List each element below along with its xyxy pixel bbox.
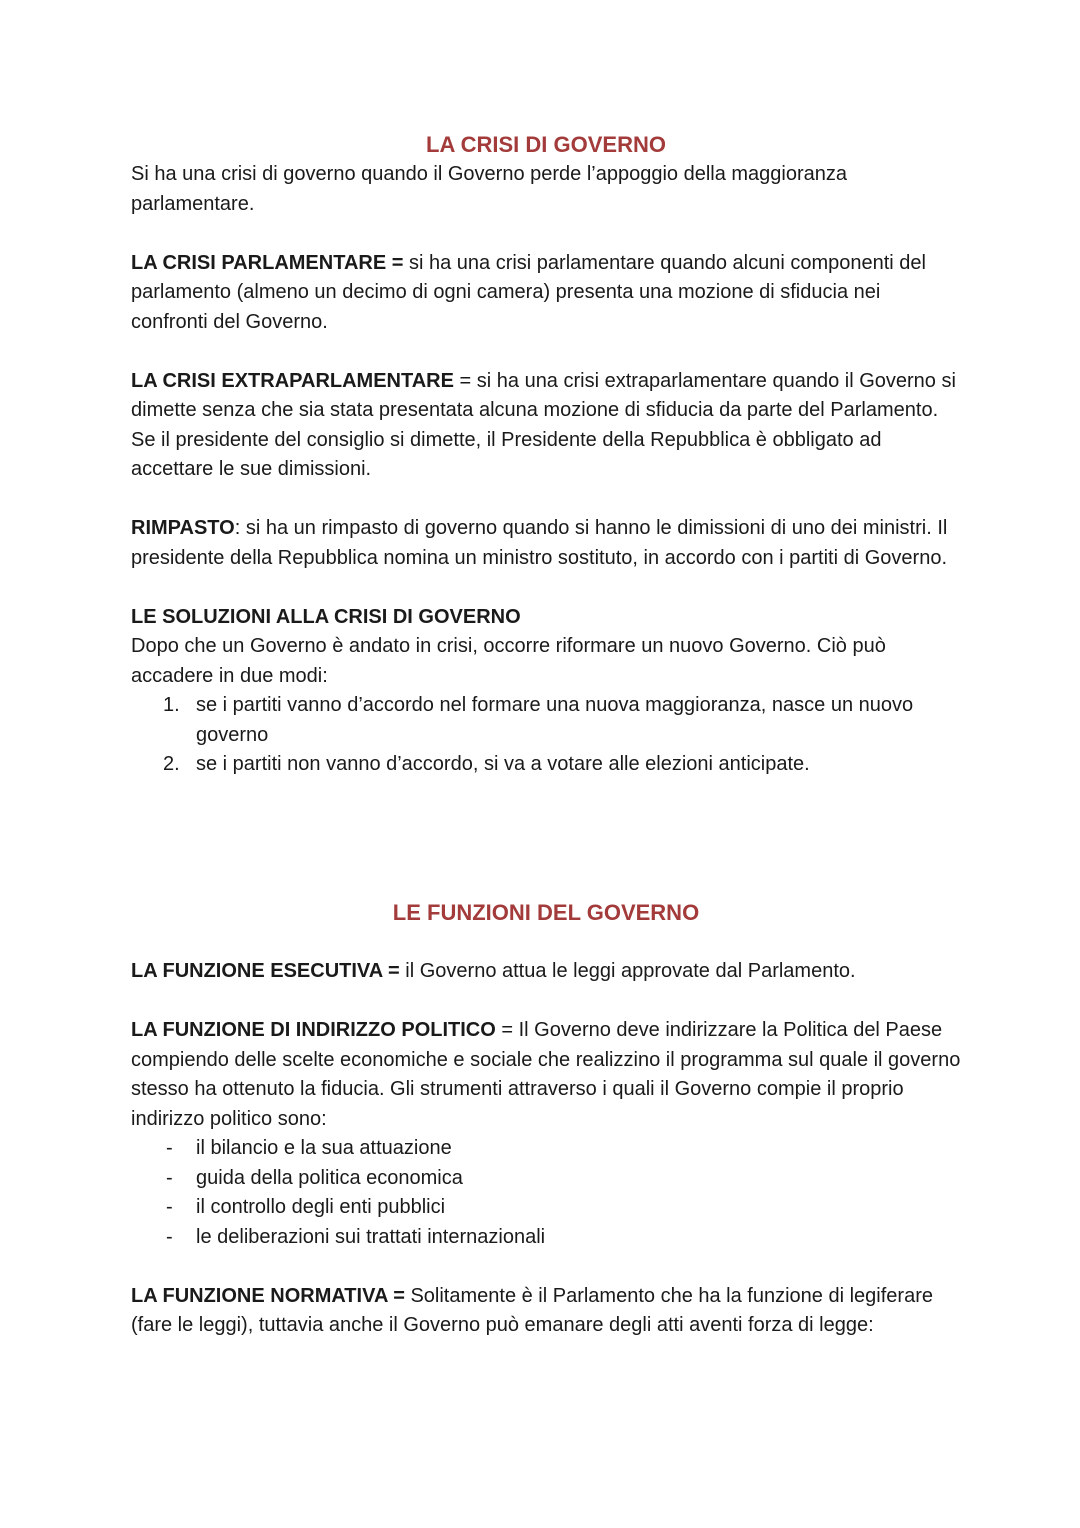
paragraph-funzione-normativa bbox=[131, 1282, 961, 1341]
section-title-crisi: LA CRISI DI GOVERNO bbox=[426, 132, 666, 157]
text-funzione-normativa: Solitamente è il Parlamento che ha la funzione di legiferare (fare le leggi), tuttavia anche il Governo può emanare degli atti aventi forza di legge: bbox=[131, 1284, 933, 1336]
list-item-text: il controllo degli enti pubblici bbox=[196, 1196, 446, 1218]
list-item-text: le deliberazioni sui trattati internazionali bbox=[196, 1225, 546, 1248]
list-item bbox=[131, 750, 961, 780]
text-funzione-esecutiva: il Governo attua le leggi approvate dal Parlamento. bbox=[399, 960, 856, 982]
heading-soluzioni: LE SOLUZIONI ALLA CRISI DI GOVERNO bbox=[131, 605, 521, 628]
document-page bbox=[131, 130, 961, 1341]
list-item bbox=[131, 1134, 961, 1164]
section-title-funzioni: LE FUNZIONI DEL GOVERNO bbox=[392, 899, 700, 925]
list-marker: - bbox=[166, 1166, 173, 1189]
paragraph-funzione-indirizzo bbox=[131, 1016, 961, 1134]
text-funzione-indirizzo: = Il Governo deve indirizzare la Politica del Paese compiendo delle scelte economiche e sociale che realizzino il programma sul quale il governo stesso ha ottenuto la fiducia. Gli strumenti attraverso i quali il Governo compie il proprio indirizzo politico sono: bbox=[131, 1019, 961, 1130]
intro-paragraph: Si ha una crisi di governo quando il Governo perde l’appoggio della maggioranza parlamentare. bbox=[131, 163, 848, 215]
paragraph-rimpasto bbox=[131, 514, 961, 573]
paragraph-crisi-extraparlamentare bbox=[131, 367, 961, 485]
term-crisi-extraparlamentare: LA CRISI EXTRAPARLAMENTARE bbox=[131, 369, 454, 392]
list-item-text: guida della politica economica bbox=[196, 1166, 463, 1189]
paragraph-funzione-esecutiva bbox=[131, 957, 961, 987]
text-crisi-parlamentare: si ha una crisi parlamentare quando alcuni componenti del parlamento (almeno un decimo di ogni camera) presenta una mozione di sfiducia nei confronti del Governo. bbox=[131, 251, 926, 333]
list-item-text: se i partiti non vanno d’accordo, si va a votare alle elezioni anticipate. bbox=[196, 753, 810, 775]
list-marker: - bbox=[166, 1196, 173, 1218]
list-item bbox=[131, 691, 961, 750]
list-item-text: se i partiti vanno d’accordo nel formare una nuova maggioranza, nasce un nuovo governo bbox=[196, 694, 914, 746]
list-item bbox=[131, 1164, 961, 1194]
term-funzione-indirizzo: LA FUNZIONE DI INDIRIZZO POLITICO bbox=[131, 1019, 496, 1041]
paragraph-soluzioni: Dopo che un Governo è andato in crisi, occorre riformare un nuovo Governo. Ciò può accadere in due modi: bbox=[131, 635, 886, 687]
list-item bbox=[131, 1223, 961, 1253]
term-crisi-parlamentare: LA CRISI PARLAMENTARE = bbox=[131, 251, 404, 274]
list-marker: - bbox=[166, 1225, 173, 1248]
term-funzione-esecutiva: LA FUNZIONE ESECUTIVA = bbox=[131, 960, 400, 982]
numbered-list-soluzioni bbox=[131, 691, 961, 780]
list-marker: 1. bbox=[163, 694, 180, 716]
text-rimpasto: : si ha un rimpasto di governo quando si hanno le dimissioni di uno dei ministri. Il presidente della Repubblica nomina un ministro sostituto, in accordo con i partiti di Governo. bbox=[131, 517, 948, 569]
text-crisi-extraparlamentare: = si ha una crisi extraparlamentare quando il Governo si dimette senza che sia stata presentata alcuna mozione di sfiducia da parte del Parlamento. Se il presidente del consiglio si dimette, il Presidente della Repubblica è obbligato ad accettare le sue dimissioni. bbox=[131, 369, 956, 480]
list-item bbox=[131, 1193, 961, 1223]
list-item-text: il bilancio e la sua attuazione bbox=[196, 1137, 452, 1159]
paragraph-crisi-parlamentare bbox=[131, 249, 961, 338]
list-marker: 2. bbox=[163, 753, 180, 775]
bullet-list-strumenti bbox=[131, 1134, 961, 1252]
term-rimpasto: RIMPASTO bbox=[131, 517, 235, 539]
term-funzione-normativa: LA FUNZIONE NORMATIVA = bbox=[131, 1284, 405, 1307]
list-marker: - bbox=[166, 1137, 173, 1159]
